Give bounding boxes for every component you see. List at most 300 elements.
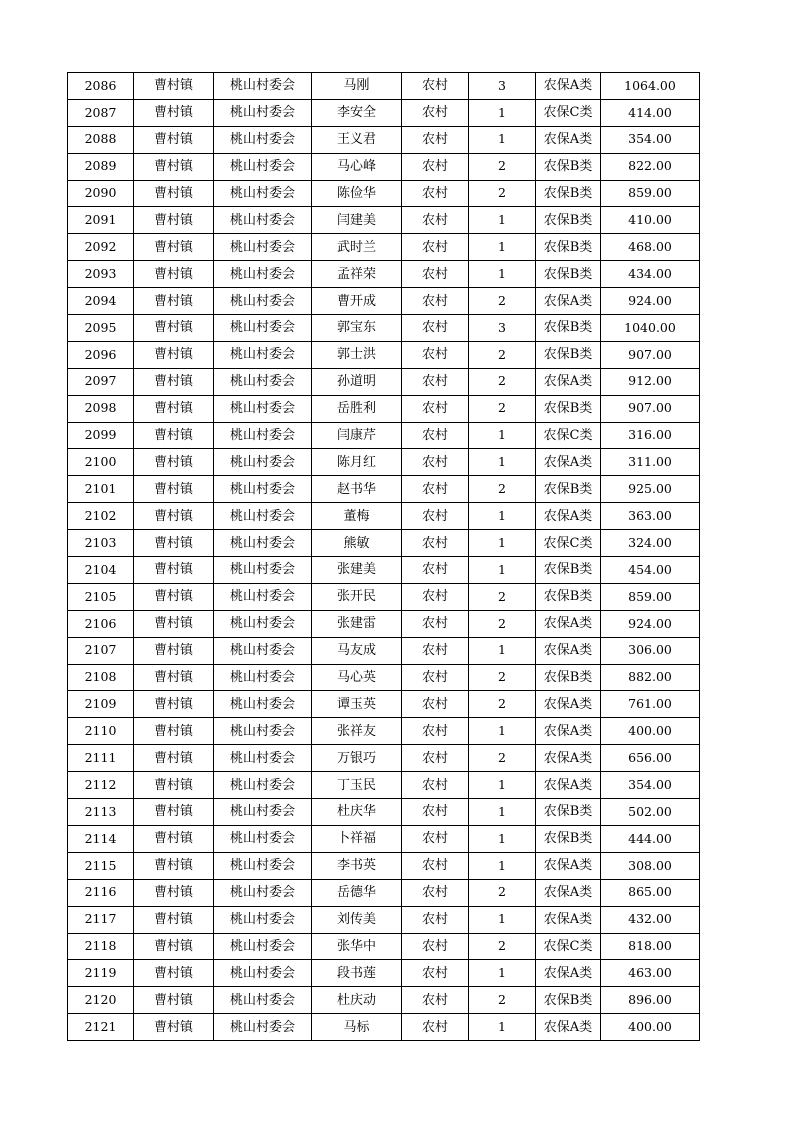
- row-number-cell: 2117: [68, 906, 134, 933]
- insurance-category-cell: 农保B类: [536, 234, 601, 261]
- row-number-cell: 2087: [68, 99, 134, 126]
- person-count-cell: 2: [469, 395, 536, 422]
- person-name-cell: 张华中: [312, 933, 402, 960]
- village-committee-cell: 桃山村委会: [214, 879, 312, 906]
- village-committee-cell: 桃山村委会: [214, 610, 312, 637]
- person-count-cell: 1: [469, 557, 536, 584]
- person-count-cell: 2: [469, 933, 536, 960]
- town-cell: 曹村镇: [134, 987, 214, 1014]
- village-committee-cell: 桃山村委会: [214, 583, 312, 610]
- amount-cell: 363.00: [601, 503, 700, 530]
- person-name-cell: 李安全: [312, 99, 402, 126]
- amount-cell: 761.00: [601, 691, 700, 718]
- person-count-cell: 2: [469, 691, 536, 718]
- household-type-cell: 农村: [402, 368, 469, 395]
- insurance-category-cell: 农保A类: [536, 610, 601, 637]
- table-row: [68, 341, 700, 368]
- table-row: [68, 503, 700, 530]
- household-type-cell: 农村: [402, 610, 469, 637]
- household-type-cell: 农村: [402, 476, 469, 503]
- amount-cell: 865.00: [601, 879, 700, 906]
- person-count-cell: 1: [469, 1014, 536, 1041]
- person-name-cell: 郭宝东: [312, 315, 402, 342]
- row-number-cell: 2092: [68, 234, 134, 261]
- household-type-cell: 农村: [402, 422, 469, 449]
- village-committee-cell: 桃山村委会: [214, 503, 312, 530]
- town-cell: 曹村镇: [134, 960, 214, 987]
- person-count-cell: 1: [469, 449, 536, 476]
- town-cell: 曹村镇: [134, 234, 214, 261]
- household-type-cell: 农村: [402, 691, 469, 718]
- amount-cell: 354.00: [601, 126, 700, 153]
- town-cell: 曹村镇: [134, 503, 214, 530]
- table-row: [68, 718, 700, 745]
- person-name-cell: 谭玉英: [312, 691, 402, 718]
- village-committee-cell: 桃山村委会: [214, 288, 312, 315]
- town-cell: 曹村镇: [134, 261, 214, 288]
- household-type-cell: 农村: [402, 664, 469, 691]
- village-committee-cell: 桃山村委会: [214, 126, 312, 153]
- village-committee-cell: 桃山村委会: [214, 799, 312, 826]
- person-name-cell: 孙道明: [312, 368, 402, 395]
- person-count-cell: 1: [469, 718, 536, 745]
- row-number-cell: 2095: [68, 315, 134, 342]
- person-count-cell: 1: [469, 637, 536, 664]
- person-name-cell: 闫康芹: [312, 422, 402, 449]
- amount-cell: 1040.00: [601, 315, 700, 342]
- town-cell: 曹村镇: [134, 422, 214, 449]
- insurance-category-cell: 农保B类: [536, 557, 601, 584]
- insurance-category-cell: 农保A类: [536, 852, 601, 879]
- insurance-category-cell: 农保A类: [536, 449, 601, 476]
- table-row: [68, 906, 700, 933]
- household-type-cell: 农村: [402, 772, 469, 799]
- household-type-cell: 农村: [402, 1014, 469, 1041]
- amount-cell: 414.00: [601, 99, 700, 126]
- person-count-cell: 2: [469, 610, 536, 637]
- town-cell: 曹村镇: [134, 449, 214, 476]
- insurance-category-cell: 农保B类: [536, 153, 601, 180]
- insurance-category-cell: 农保A类: [536, 1014, 601, 1041]
- insurance-category-cell: 农保B类: [536, 207, 601, 234]
- row-number-cell: 2096: [68, 341, 134, 368]
- amount-cell: 924.00: [601, 610, 700, 637]
- table-row: [68, 933, 700, 960]
- person-name-cell: 马友成: [312, 637, 402, 664]
- household-type-cell: 农村: [402, 906, 469, 933]
- table-row: [68, 637, 700, 664]
- household-type-cell: 农村: [402, 126, 469, 153]
- insurance-category-cell: 农保C类: [536, 933, 601, 960]
- town-cell: 曹村镇: [134, 530, 214, 557]
- table-row: [68, 772, 700, 799]
- village-committee-cell: 桃山村委会: [214, 73, 312, 100]
- town-cell: 曹村镇: [134, 933, 214, 960]
- household-type-cell: 农村: [402, 395, 469, 422]
- village-committee-cell: 桃山村委会: [214, 852, 312, 879]
- household-type-cell: 农村: [402, 745, 469, 772]
- table-row: [68, 126, 700, 153]
- person-name-cell: 张建雷: [312, 610, 402, 637]
- village-committee-cell: 桃山村委会: [214, 1014, 312, 1041]
- table-row: [68, 395, 700, 422]
- town-cell: 曹村镇: [134, 825, 214, 852]
- town-cell: 曹村镇: [134, 745, 214, 772]
- amount-cell: 468.00: [601, 234, 700, 261]
- household-type-cell: 农村: [402, 852, 469, 879]
- person-count-cell: 1: [469, 772, 536, 799]
- person-count-cell: 1: [469, 207, 536, 234]
- insurance-category-cell: 农保A类: [536, 126, 601, 153]
- person-name-cell: 李书英: [312, 852, 402, 879]
- person-count-cell: 1: [469, 503, 536, 530]
- row-number-cell: 2108: [68, 664, 134, 691]
- person-name-cell: 岳胜利: [312, 395, 402, 422]
- amount-cell: 454.00: [601, 557, 700, 584]
- person-count-cell: 3: [469, 73, 536, 100]
- amount-cell: 463.00: [601, 960, 700, 987]
- household-type-cell: 农村: [402, 207, 469, 234]
- person-count-cell: 2: [469, 583, 536, 610]
- row-number-cell: 2098: [68, 395, 134, 422]
- town-cell: 曹村镇: [134, 315, 214, 342]
- town-cell: 曹村镇: [134, 772, 214, 799]
- village-committee-cell: 桃山村委会: [214, 906, 312, 933]
- amount-cell: 859.00: [601, 583, 700, 610]
- table-row: [68, 745, 700, 772]
- person-name-cell: 王义君: [312, 126, 402, 153]
- village-committee-cell: 桃山村委会: [214, 153, 312, 180]
- town-cell: 曹村镇: [134, 395, 214, 422]
- village-committee-cell: 桃山村委会: [214, 234, 312, 261]
- person-name-cell: 曹开成: [312, 288, 402, 315]
- person-count-cell: 1: [469, 852, 536, 879]
- town-cell: 曹村镇: [134, 288, 214, 315]
- table-row: [68, 583, 700, 610]
- person-name-cell: 马标: [312, 1014, 402, 1041]
- town-cell: 曹村镇: [134, 691, 214, 718]
- amount-cell: 311.00: [601, 449, 700, 476]
- village-committee-cell: 桃山村委会: [214, 745, 312, 772]
- village-committee-cell: 桃山村委会: [214, 960, 312, 987]
- table-row: [68, 449, 700, 476]
- household-type-cell: 农村: [402, 583, 469, 610]
- town-cell: 曹村镇: [134, 180, 214, 207]
- table-row: [68, 664, 700, 691]
- person-count-cell: 2: [469, 180, 536, 207]
- household-type-cell: 农村: [402, 879, 469, 906]
- household-type-cell: 农村: [402, 825, 469, 852]
- row-number-cell: 2093: [68, 261, 134, 288]
- insurance-category-cell: 农保A类: [536, 288, 601, 315]
- row-number-cell: 2104: [68, 557, 134, 584]
- amount-cell: 656.00: [601, 745, 700, 772]
- table-row: [68, 234, 700, 261]
- person-count-cell: 2: [469, 288, 536, 315]
- row-number-cell: 2090: [68, 180, 134, 207]
- table-row: [68, 261, 700, 288]
- village-committee-cell: 桃山村委会: [214, 933, 312, 960]
- town-cell: 曹村镇: [134, 341, 214, 368]
- town-cell: 曹村镇: [134, 99, 214, 126]
- town-cell: 曹村镇: [134, 906, 214, 933]
- person-count-cell: 1: [469, 825, 536, 852]
- insurance-category-cell: 农保C类: [536, 99, 601, 126]
- town-cell: 曹村镇: [134, 557, 214, 584]
- town-cell: 曹村镇: [134, 852, 214, 879]
- amount-cell: 859.00: [601, 180, 700, 207]
- town-cell: 曹村镇: [134, 664, 214, 691]
- insurance-category-cell: 农保A类: [536, 503, 601, 530]
- insurance-category-cell: 农保A类: [536, 73, 601, 100]
- town-cell: 曹村镇: [134, 476, 214, 503]
- person-name-cell: 杜庆华: [312, 799, 402, 826]
- insurance-category-cell: 农保B类: [536, 799, 601, 826]
- row-number-cell: 2109: [68, 691, 134, 718]
- household-type-cell: 农村: [402, 180, 469, 207]
- insurance-category-cell: 农保C类: [536, 422, 601, 449]
- household-type-cell: 农村: [402, 234, 469, 261]
- household-type-cell: 农村: [402, 99, 469, 126]
- row-number-cell: 2106: [68, 610, 134, 637]
- village-committee-cell: 桃山村委会: [214, 449, 312, 476]
- row-number-cell: 2086: [68, 73, 134, 100]
- person-name-cell: 陈月红: [312, 449, 402, 476]
- person-count-cell: 1: [469, 99, 536, 126]
- town-cell: 曹村镇: [134, 637, 214, 664]
- person-count-cell: 2: [469, 341, 536, 368]
- village-committee-cell: 桃山村委会: [214, 664, 312, 691]
- row-number-cell: 2099: [68, 422, 134, 449]
- village-committee-cell: 桃山村委会: [214, 987, 312, 1014]
- row-number-cell: 2097: [68, 368, 134, 395]
- table-row: [68, 99, 700, 126]
- insurance-category-cell: 农保A类: [536, 637, 601, 664]
- person-name-cell: 闫建美: [312, 207, 402, 234]
- town-cell: 曹村镇: [134, 126, 214, 153]
- row-number-cell: 2094: [68, 288, 134, 315]
- village-committee-cell: 桃山村委会: [214, 315, 312, 342]
- table-row: [68, 960, 700, 987]
- table-row: [68, 153, 700, 180]
- person-count-cell: 1: [469, 261, 536, 288]
- town-cell: 曹村镇: [134, 1014, 214, 1041]
- beneficiary-table: [67, 72, 700, 1041]
- village-committee-cell: 桃山村委会: [214, 261, 312, 288]
- insurance-category-cell: 农保A类: [536, 368, 601, 395]
- household-type-cell: 农村: [402, 557, 469, 584]
- household-type-cell: 农村: [402, 261, 469, 288]
- village-committee-cell: 桃山村委会: [214, 530, 312, 557]
- amount-cell: 400.00: [601, 718, 700, 745]
- town-cell: 曹村镇: [134, 73, 214, 100]
- household-type-cell: 农村: [402, 987, 469, 1014]
- person-count-cell: 2: [469, 879, 536, 906]
- household-type-cell: 农村: [402, 799, 469, 826]
- town-cell: 曹村镇: [134, 879, 214, 906]
- amount-cell: 432.00: [601, 906, 700, 933]
- person-name-cell: 熊敏: [312, 530, 402, 557]
- person-count-cell: 2: [469, 745, 536, 772]
- row-number-cell: 2091: [68, 207, 134, 234]
- person-count-cell: 1: [469, 234, 536, 261]
- insurance-category-cell: 农保A类: [536, 960, 601, 987]
- village-committee-cell: 桃山村委会: [214, 637, 312, 664]
- insurance-category-cell: 农保B类: [536, 987, 601, 1014]
- household-type-cell: 农村: [402, 637, 469, 664]
- insurance-category-cell: 农保A类: [536, 906, 601, 933]
- person-count-cell: 1: [469, 530, 536, 557]
- amount-cell: 410.00: [601, 207, 700, 234]
- town-cell: 曹村镇: [134, 583, 214, 610]
- row-number-cell: 2110: [68, 718, 134, 745]
- household-type-cell: 农村: [402, 73, 469, 100]
- town-cell: 曹村镇: [134, 799, 214, 826]
- row-number-cell: 2119: [68, 960, 134, 987]
- table-row: [68, 315, 700, 342]
- household-type-cell: 农村: [402, 933, 469, 960]
- household-type-cell: 农村: [402, 503, 469, 530]
- person-count-cell: 1: [469, 960, 536, 987]
- town-cell: 曹村镇: [134, 718, 214, 745]
- town-cell: 曹村镇: [134, 153, 214, 180]
- person-count-cell: 1: [469, 906, 536, 933]
- village-committee-cell: 桃山村委会: [214, 718, 312, 745]
- table-row: [68, 422, 700, 449]
- person-name-cell: 卜祥福: [312, 825, 402, 852]
- person-name-cell: 刘传美: [312, 906, 402, 933]
- amount-cell: 306.00: [601, 637, 700, 664]
- amount-cell: 907.00: [601, 395, 700, 422]
- person-count-cell: 1: [469, 422, 536, 449]
- household-type-cell: 农村: [402, 315, 469, 342]
- table-row: [68, 73, 700, 100]
- amount-cell: 354.00: [601, 772, 700, 799]
- table-row: [68, 180, 700, 207]
- insurance-category-cell: 农保A类: [536, 879, 601, 906]
- amount-cell: 818.00: [601, 933, 700, 960]
- row-number-cell: 2102: [68, 503, 134, 530]
- row-number-cell: 2113: [68, 799, 134, 826]
- person-count-cell: 3: [469, 315, 536, 342]
- row-number-cell: 2100: [68, 449, 134, 476]
- person-name-cell: 武时兰: [312, 234, 402, 261]
- person-count-cell: 1: [469, 126, 536, 153]
- insurance-category-cell: 农保B类: [536, 664, 601, 691]
- table-body: [68, 73, 700, 1041]
- table-row: [68, 1014, 700, 1041]
- village-committee-cell: 桃山村委会: [214, 207, 312, 234]
- village-committee-cell: 桃山村委会: [214, 422, 312, 449]
- person-count-cell: 2: [469, 153, 536, 180]
- village-committee-cell: 桃山村委会: [214, 99, 312, 126]
- person-name-cell: 丁玉民: [312, 772, 402, 799]
- person-name-cell: 孟祥荣: [312, 261, 402, 288]
- amount-cell: 912.00: [601, 368, 700, 395]
- table-row: [68, 691, 700, 718]
- row-number-cell: 2114: [68, 825, 134, 852]
- household-type-cell: 农村: [402, 718, 469, 745]
- amount-cell: 400.00: [601, 1014, 700, 1041]
- person-name-cell: 段书莲: [312, 960, 402, 987]
- town-cell: 曹村镇: [134, 368, 214, 395]
- town-cell: 曹村镇: [134, 207, 214, 234]
- table-row: [68, 610, 700, 637]
- insurance-category-cell: 农保B类: [536, 315, 601, 342]
- table-row: [68, 987, 700, 1014]
- town-cell: 曹村镇: [134, 610, 214, 637]
- insurance-category-cell: 农保B类: [536, 395, 601, 422]
- person-name-cell: 张开民: [312, 583, 402, 610]
- person-name-cell: 陈俭华: [312, 180, 402, 207]
- village-committee-cell: 桃山村委会: [214, 557, 312, 584]
- person-name-cell: 张建美: [312, 557, 402, 584]
- amount-cell: 907.00: [601, 341, 700, 368]
- household-type-cell: 农村: [402, 341, 469, 368]
- row-number-cell: 2101: [68, 476, 134, 503]
- amount-cell: 434.00: [601, 261, 700, 288]
- table-row: [68, 825, 700, 852]
- insurance-category-cell: 农保B类: [536, 583, 601, 610]
- amount-cell: 444.00: [601, 825, 700, 852]
- village-committee-cell: 桃山村委会: [214, 341, 312, 368]
- amount-cell: 316.00: [601, 422, 700, 449]
- person-count-cell: 1: [469, 799, 536, 826]
- insurance-category-cell: 农保B类: [536, 825, 601, 852]
- person-name-cell: 张祥友: [312, 718, 402, 745]
- row-number-cell: 2103: [68, 530, 134, 557]
- village-committee-cell: 桃山村委会: [214, 180, 312, 207]
- row-number-cell: 2105: [68, 583, 134, 610]
- amount-cell: 925.00: [601, 476, 700, 503]
- row-number-cell: 2121: [68, 1014, 134, 1041]
- village-committee-cell: 桃山村委会: [214, 395, 312, 422]
- table-row: [68, 207, 700, 234]
- insurance-category-cell: 农保B类: [536, 341, 601, 368]
- village-committee-cell: 桃山村委会: [214, 476, 312, 503]
- row-number-cell: 2089: [68, 153, 134, 180]
- table-row: [68, 879, 700, 906]
- row-number-cell: 2088: [68, 126, 134, 153]
- person-name-cell: 赵书华: [312, 476, 402, 503]
- table-row: [68, 530, 700, 557]
- insurance-category-cell: 农保A类: [536, 745, 601, 772]
- person-name-cell: 杜庆动: [312, 987, 402, 1014]
- village-committee-cell: 桃山村委会: [214, 772, 312, 799]
- table-row: [68, 368, 700, 395]
- person-name-cell: 马心峰: [312, 153, 402, 180]
- person-count-cell: 2: [469, 368, 536, 395]
- row-number-cell: 2115: [68, 852, 134, 879]
- amount-cell: 502.00: [601, 799, 700, 826]
- village-committee-cell: 桃山村委会: [214, 368, 312, 395]
- household-type-cell: 农村: [402, 288, 469, 315]
- row-number-cell: 2120: [68, 987, 134, 1014]
- table-row: [68, 557, 700, 584]
- household-type-cell: 农村: [402, 153, 469, 180]
- row-number-cell: 2107: [68, 637, 134, 664]
- table-row: [68, 852, 700, 879]
- row-number-cell: 2111: [68, 745, 134, 772]
- person-name-cell: 郭士洪: [312, 341, 402, 368]
- person-name-cell: 马刚: [312, 73, 402, 100]
- table-row: [68, 476, 700, 503]
- person-name-cell: 董梅: [312, 503, 402, 530]
- insurance-category-cell: 农保B类: [536, 261, 601, 288]
- person-count-cell: 2: [469, 476, 536, 503]
- table-row: [68, 288, 700, 315]
- insurance-category-cell: 农保A类: [536, 718, 601, 745]
